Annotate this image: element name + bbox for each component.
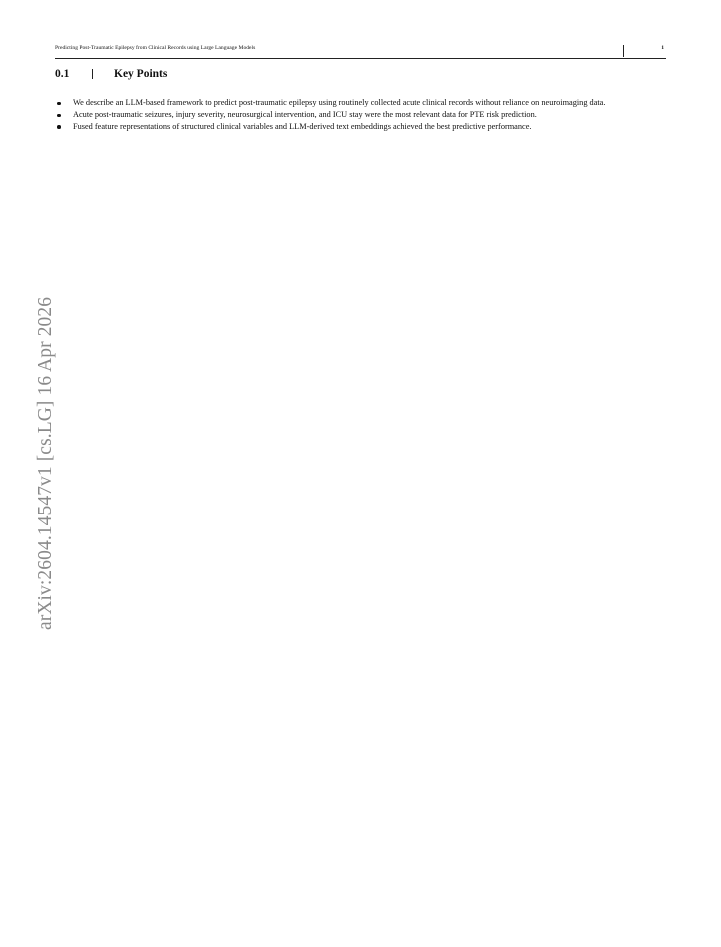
key-point-text: Acute post-traumatic seizures, injury severity, neurosurgical intervention, and ICU stay were the most relevant data for PTE risk prediction. — [73, 109, 537, 119]
section-title: Key Points — [114, 68, 168, 80]
list-item — [56, 98, 668, 108]
header-divider — [623, 45, 624, 57]
list-item — [56, 110, 668, 120]
section-divider — [92, 69, 93, 79]
key-points-list — [56, 98, 668, 134]
arxiv-stamp: arXiv:2604.14547v1 [cs.LG] 16 Apr 2026 — [35, 296, 56, 630]
key-point-text: We describe an LLM-based framework to predict post-traumatic epilepsy using routinely collected acute clinical records without reliance on neuroimaging data. — [73, 98, 606, 107]
page-number: 1 — [661, 45, 664, 51]
bullet-dot-icon — [57, 102, 61, 106]
section-number: 0.1 — [55, 68, 70, 80]
list-item — [56, 122, 668, 132]
running-header — [55, 44, 666, 59]
running-title: Predicting Post-Traumatic Epilepsy from Clinical Records using Large Language Models — [55, 45, 256, 51]
bullet-dot-icon — [57, 114, 61, 118]
bullet-dot-icon — [57, 125, 61, 129]
key-point-text: Fused feature representations of structured clinical variables and LLM-derived text embeddings achieved the best predictive performance. — [73, 121, 532, 131]
